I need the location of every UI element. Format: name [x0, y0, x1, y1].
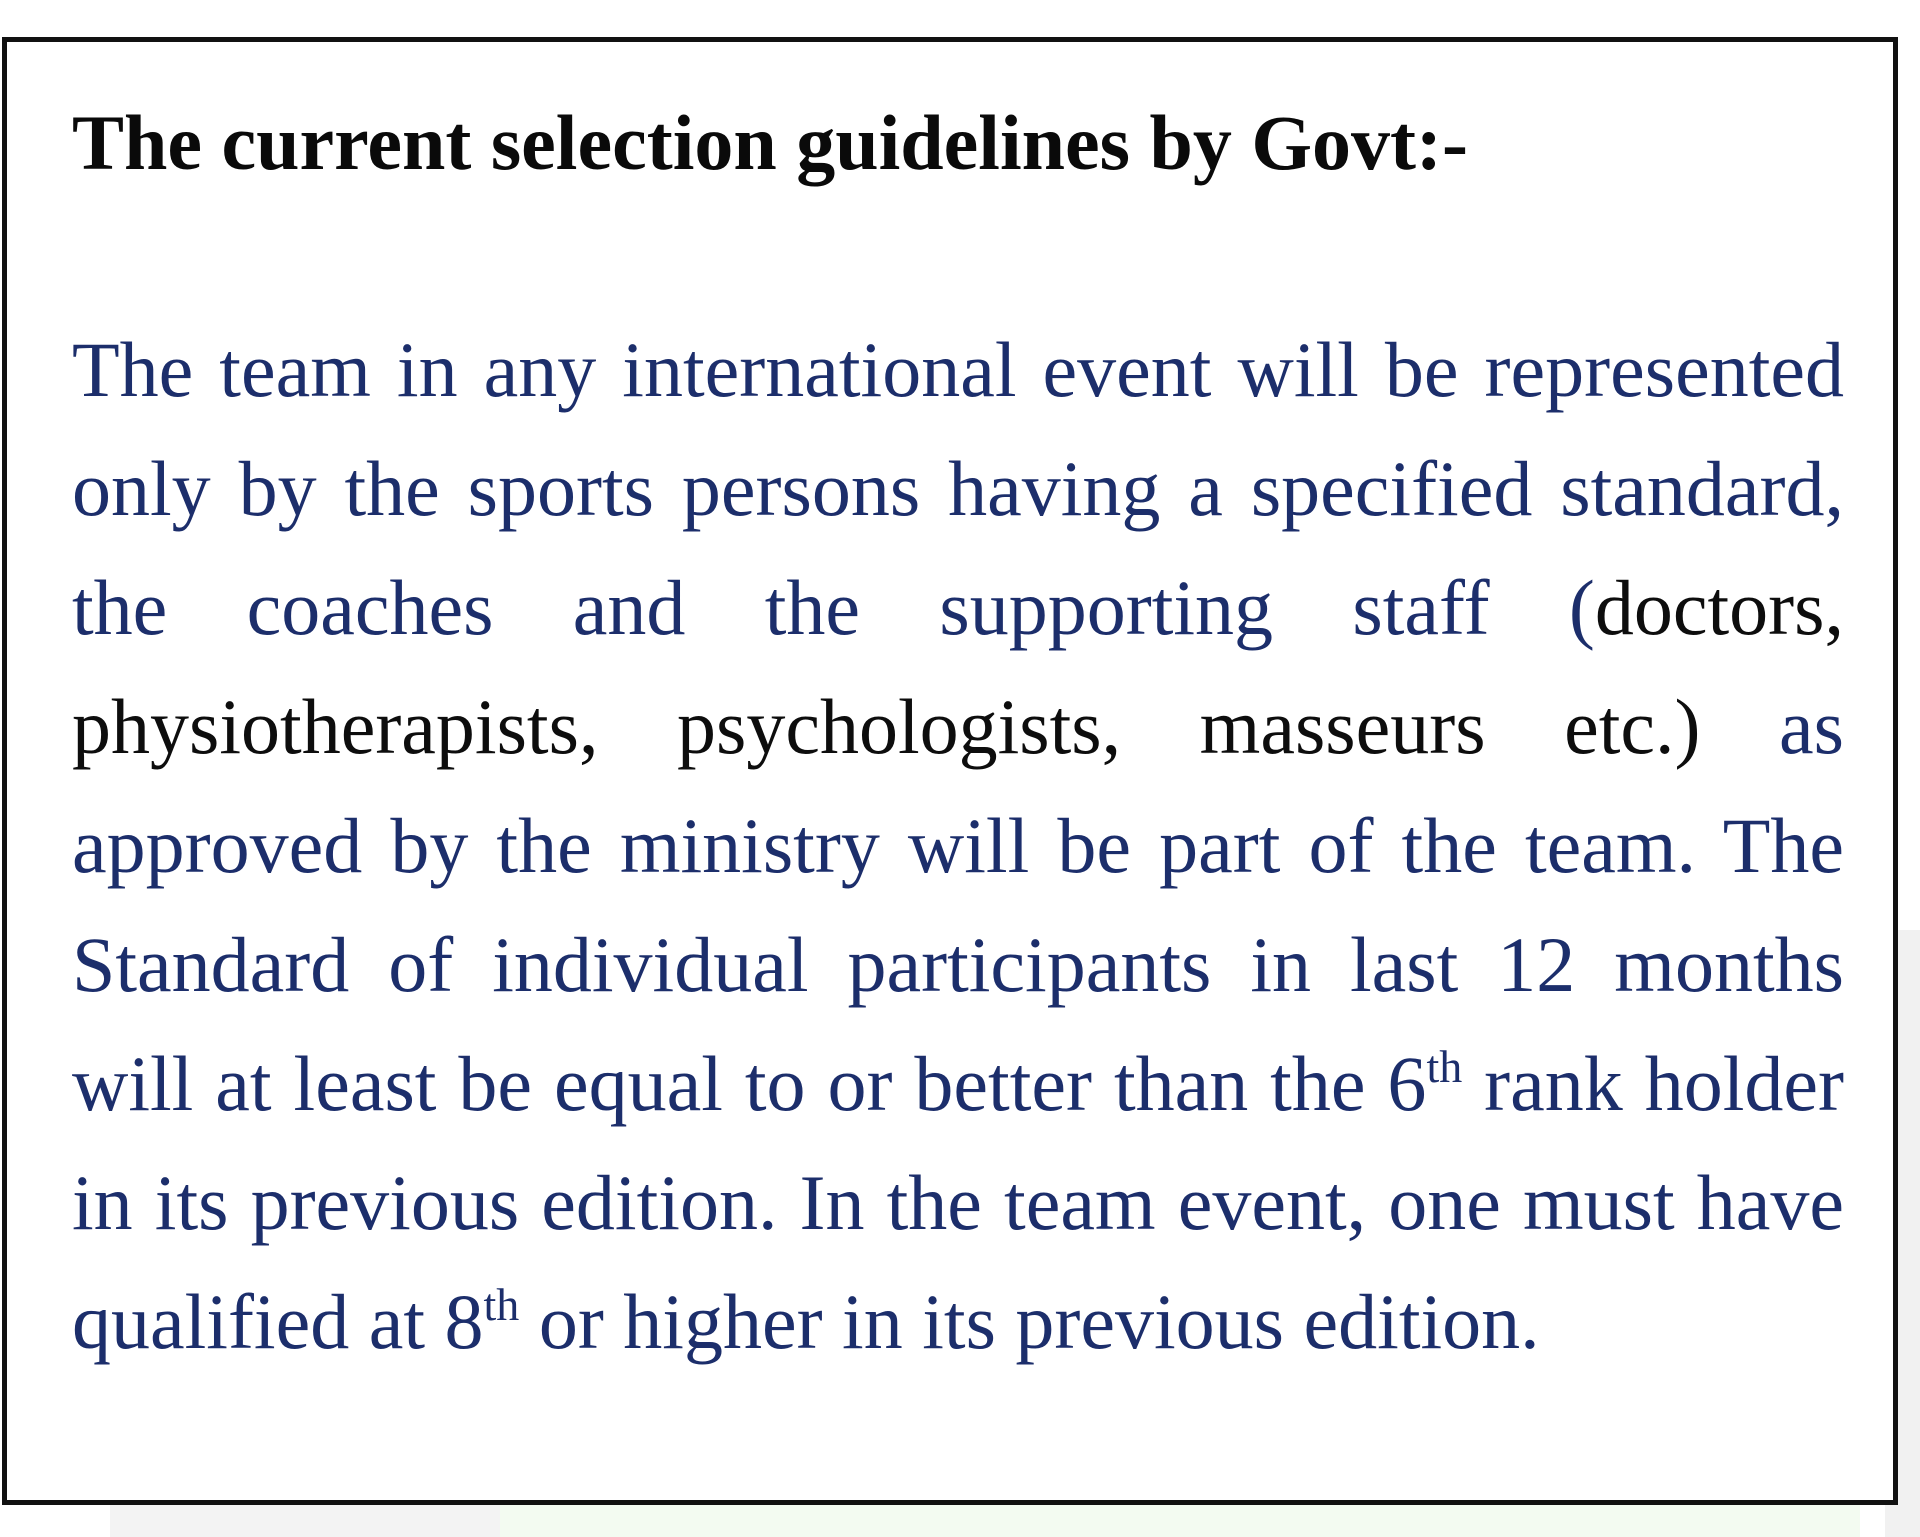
paragraph-text: The team in any international event will be represented only by the sports persons having a specified standard, the coaches and the supporting staff (: [72, 326, 1844, 651]
paragraph-text: as approved by the ministry will be part of the team. The Standard of individual participants in last 12 months will at least be equal to or better than the 6: [72, 683, 1844, 1127]
ordinal-suffix: th: [1426, 1041, 1463, 1092]
paragraph-text: or higher in its previous edition.: [519, 1278, 1540, 1365]
guidelines-box: [2, 37, 1898, 1505]
guidelines-heading: The current selection guidelines by Govt:-: [72, 99, 1468, 186]
ordinal-suffix: th: [483, 1279, 520, 1330]
background-block: [110, 1500, 505, 1537]
background-block-green: [500, 1505, 1860, 1537]
paragraph-text: rank holder in its previous edition. In the team event, one must have qualified at 8: [72, 1040, 1844, 1365]
support-staff-list: doctors, physiotherapists, psychologists, masseurs etc.): [72, 564, 1844, 770]
guidelines-paragraph: [72, 310, 1844, 1381]
